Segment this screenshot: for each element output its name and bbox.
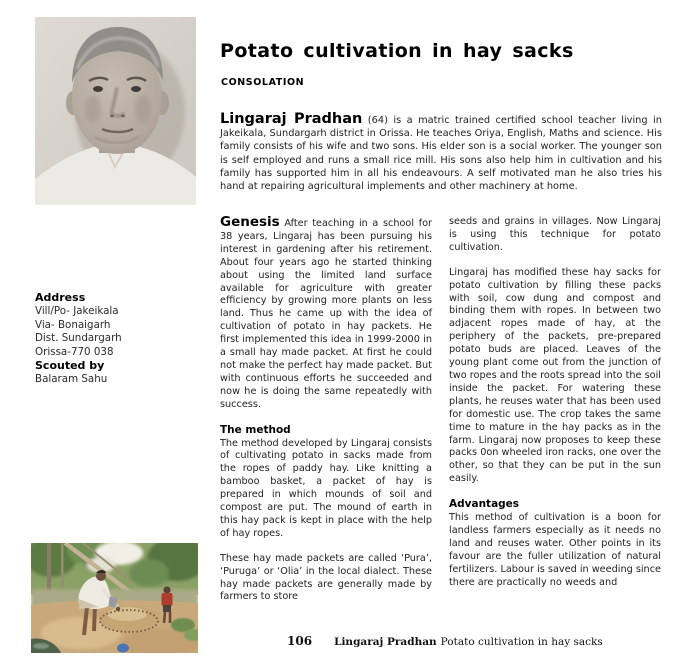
scouted-heading: Scouted by	[35, 359, 105, 372]
packets-paragraph: These hay made packets are called ‘Pura’, ‘Puruga’ or ‘Olia’ in the local dialect. These hay made packets are generally made by farmers to store	[220, 552, 432, 603]
method-paragraph: The method developed by Lingaraj consists of cultivating potato in sacks made from the ropes of paddy hay. Like knitting a bamboo basket, a packet of hay is prepared in which mounds of soil and compost are put. The mound of earth in this hay pack is kept in place with the help of hay ropes.	[220, 437, 432, 539]
scout-name: Balaram Sahu	[35, 373, 108, 385]
address-heading: Address	[35, 291, 86, 304]
address-block	[35, 291, 200, 359]
article-columns	[220, 216, 661, 616]
genesis-text: After teaching in a school for 38 years, Lingaraj has been pursuing his interest in gardening after his retirement. About four years ago he started thinking about using the limited land surface available for agriculture with greater efficiency by growing more plants on less land. Thus he came up with the idea of cultivation of potato in hay packets. He first implemented this idea in 1999-2000 in a small hay made packet. At first he could not make the perfect hay made packet. But with continuous efforts he succeeded and now he is doing the same repeatedly with success.	[220, 218, 432, 410]
address-line: Dist. Sundargarh	[35, 332, 122, 344]
genesis-heading: Genesis	[220, 216, 280, 230]
address-line: Via- Bonaigarh	[35, 318, 111, 331]
category-label: CONSOLATION	[221, 77, 305, 88]
right-column	[449, 216, 661, 616]
person-name: Lingaraj Pradhan	[220, 111, 363, 127]
address-line: Orissa-770 038	[35, 345, 114, 358]
intro-paragraph	[220, 113, 662, 193]
page-number: 106	[287, 634, 313, 648]
page-footer	[287, 634, 603, 648]
address-line: Vill/Po- Jakeikala	[35, 305, 119, 317]
genesis-paragraph	[220, 216, 432, 412]
method-heading: The method	[220, 423, 291, 436]
modification-paragraph: Lingaraj has modified these hay sacks for potato cultivation by filling these packs with soil, cow dung and compost and binding them with ropes. In between two adjacent ropes made of hay, at the periphery of the packets, pre-prepared potato buds are placed. Leaves of the young plant come out from the junction of two ropes and the roots spread into the soil inside the packet. For watering these plants, he reuses water that has been used for domestic use. The crop takes the same time to mature in the hay packs as in the farm. Lingaraj now proposes to keep these packs 0on wheeled iron racks, one over the other, so that they can be put in the sun easily.	[449, 266, 661, 485]
scouted-by-block	[35, 359, 200, 387]
footer-article-title: Potato cultivation in hay sacks	[440, 636, 603, 648]
advantages-paragraph: This method of cultivation is a boon for landless farmers especially as it needs no land and reuses water. Other points in its favour are the fuller utilization of natural fertilizers. Labour is saved in weeding since there are practically no weeds and	[449, 512, 661, 588]
continuation-paragraph: seeds and grains in villages. Now Lingaraj is using this technique for potato cultivation.	[449, 216, 661, 253]
article-title: Potato cultivation in hay sacks	[220, 40, 574, 62]
advantages-heading: Advantages	[449, 498, 520, 511]
intro-text: (64) is a matric trained certified school teacher living in Jakeikala, Sundargarh district in Orissa. He teaches Oriya, English, Maths and science. His family consists of his wife and two sons. His elder son is a social worker. The younger son is self employed and runs a small rice mill. His sons also help him in cultivation and his family has supported him in all his endeavours. A self motivated man he also tries his hand at repairing agricultural implements and other machinery at home.	[220, 115, 662, 193]
footer-author: Lingaraj Pradhan	[334, 636, 437, 648]
portrait-photo	[35, 17, 196, 205]
left-column	[220, 216, 432, 616]
field-photo	[31, 543, 198, 653]
